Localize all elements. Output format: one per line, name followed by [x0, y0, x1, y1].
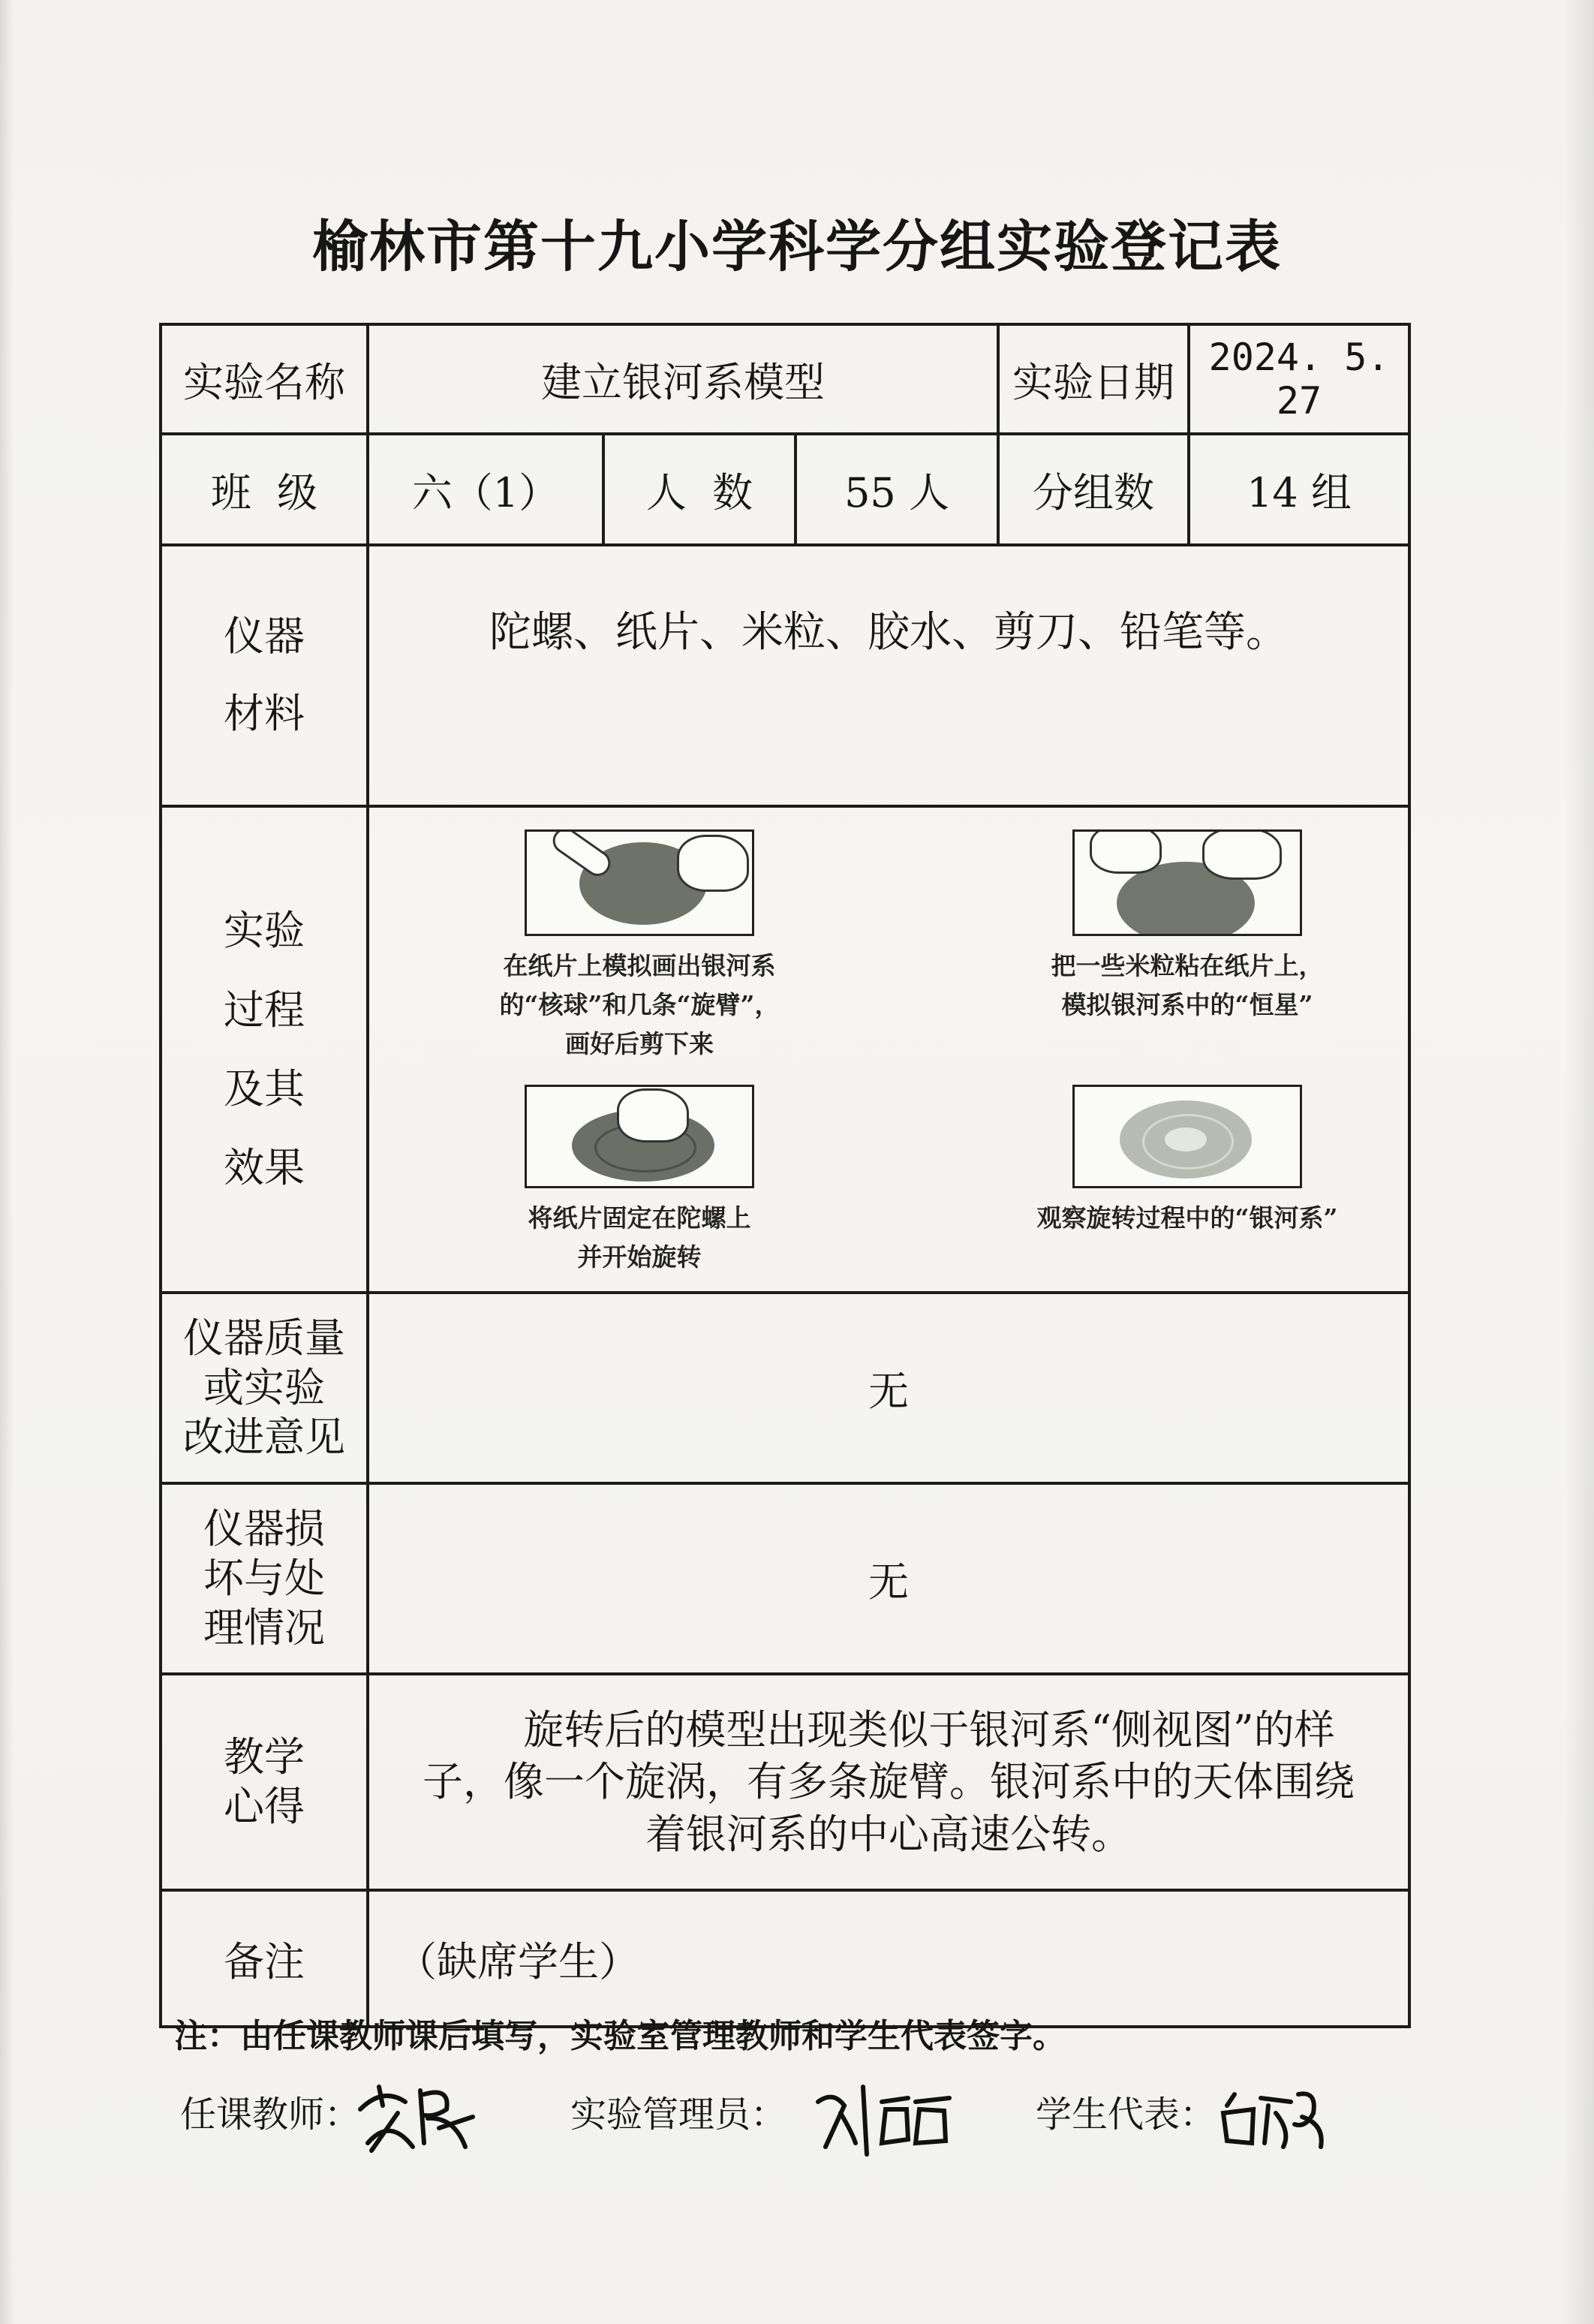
process-illustrations-cell: [368, 806, 1409, 1293]
caption-line: 在纸片上模拟画出银河系: [503, 951, 776, 980]
process-illustrations: [369, 813, 1408, 1286]
hand-illustration: [617, 1088, 689, 1142]
process-label-line: 及其: [224, 1065, 305, 1112]
teacher-signature-label: 任课教师：: [180, 2094, 361, 2136]
instruments-label-line1: 仪器: [224, 613, 305, 661]
page-shadow-right: [1564, 0, 1594, 2324]
remarks-value: （缺席学生）: [368, 1890, 1409, 2027]
illustration-attach-rice: [1072, 829, 1302, 936]
reflection-line: 旋转后的模型出现类似于银河系“侧视图”的样: [523, 1706, 1335, 1754]
page-shadow-left: [0, 0, 14, 2324]
instruments-value: 陀螺、纸片、米粒、胶水、剪刀、铅笔等。: [489, 608, 1288, 657]
galaxy-core-illustration: [1165, 1127, 1207, 1151]
reflection-label: [161, 1674, 368, 1890]
groups-value: 14 组: [1189, 434, 1409, 545]
experiment-date-label: 实验日期: [998, 324, 1189, 434]
step-caption: [977, 947, 1397, 1025]
quality-label: [161, 1293, 368, 1483]
step-caption: [429, 1199, 850, 1277]
row-reflection: [161, 1674, 1409, 1890]
student-signature-label: 学生代表：: [1036, 2094, 1217, 2136]
step-caption: [429, 947, 850, 1064]
instruments-label-line2: 材料: [224, 690, 305, 737]
illustration-draw-galaxy: [525, 829, 754, 936]
illustration-observe-rotation: [1072, 1085, 1302, 1188]
row-experiment-name: [161, 324, 1409, 434]
row-quality: [161, 1293, 1409, 1483]
caption-line: 并开始旋转: [577, 1242, 702, 1272]
experiment-name-value: 建立银河系模型: [368, 324, 998, 434]
reflection-text: [368, 1674, 1409, 1890]
reflection-line: 子，像一个旋涡，有多条旋臂。银河系中的天体围绕: [423, 1758, 1355, 1806]
count-value: 55 人: [795, 434, 998, 545]
reflection-label-line: 心得: [224, 1783, 305, 1830]
illustration-fix-on-top: [525, 1085, 754, 1188]
admin-signature: [811, 2072, 961, 2162]
row-damage: [161, 1483, 1409, 1674]
damage-label-line: 理情况: [203, 1603, 325, 1651]
row-remarks: [161, 1890, 1409, 2027]
damage-value: 无: [368, 1483, 1409, 1674]
process-label-line: 实验: [224, 907, 305, 955]
groups-label: 分组数: [998, 434, 1189, 545]
quality-label-line: 改进意见: [183, 1413, 345, 1461]
step-observe-rotation: [977, 1085, 1397, 1238]
signature-row: [0, 2072, 1594, 2169]
row-instruments: [161, 545, 1409, 806]
quality-label-line: 或实验: [203, 1364, 325, 1412]
experiment-register-table: [159, 323, 1411, 2028]
class-label: 班 级: [161, 434, 368, 545]
reflection-line: 着银河系的中心高速公转。: [645, 1810, 1132, 1858]
row-class-info: [161, 434, 1409, 545]
caption-line: 观察旋转过程中的“银河系”: [1036, 1203, 1338, 1233]
step-caption: [977, 1199, 1397, 1238]
experiment-date-value: 2024. 5. 27: [1189, 324, 1409, 434]
reflection-label-line: 教学: [224, 1733, 305, 1781]
footnote: 注：由任课教师课后填写，实验室管理教师和学生代表签字。: [174, 2017, 1066, 2055]
hand-illustration: [677, 835, 749, 892]
class-value: 六（1）: [368, 434, 603, 545]
instruments-value-cell: [368, 545, 1409, 806]
damage-label-line: 仪器损: [203, 1505, 325, 1553]
caption-line: 模拟银河系中的“恒星”: [1061, 990, 1313, 1020]
process-label: [161, 806, 368, 1293]
student-signature: [1216, 2072, 1328, 2154]
step-attach-rice: [977, 829, 1397, 1025]
remarks-label: 备注: [161, 1890, 368, 2027]
teacher-signature: [353, 2072, 480, 2162]
caption-line: 把一些米粒粘在纸片上，: [1051, 951, 1324, 980]
quality-label-line: 仪器质量: [183, 1314, 345, 1362]
caption-line: 将纸片固定在陀螺上: [528, 1203, 751, 1233]
hand-illustration: [1090, 829, 1162, 874]
admin-signature-label: 实验管理员：: [570, 2094, 787, 2136]
instruments-label: [161, 545, 368, 806]
damage-label-line: 坏与处: [203, 1555, 325, 1603]
damage-label: [161, 1483, 368, 1674]
hand-illustration: [1202, 829, 1282, 880]
caption-line: 的“核球”和几条“旋臂”，: [499, 990, 780, 1020]
quality-value: 无: [368, 1293, 1409, 1483]
count-label: 人 数: [603, 434, 795, 545]
experiment-name-label: 实验名称: [161, 324, 368, 434]
document-title: 榆林市第十九小学科学分组实验登记表: [312, 215, 1282, 279]
step-draw-galaxy: [429, 829, 850, 1064]
process-label-line: 效果: [224, 1144, 305, 1192]
row-process: [161, 806, 1409, 1293]
process-label-line: 过程: [224, 986, 305, 1034]
step-fix-on-top: [429, 1085, 850, 1277]
caption-line: 画好后剪下来: [565, 1029, 714, 1059]
